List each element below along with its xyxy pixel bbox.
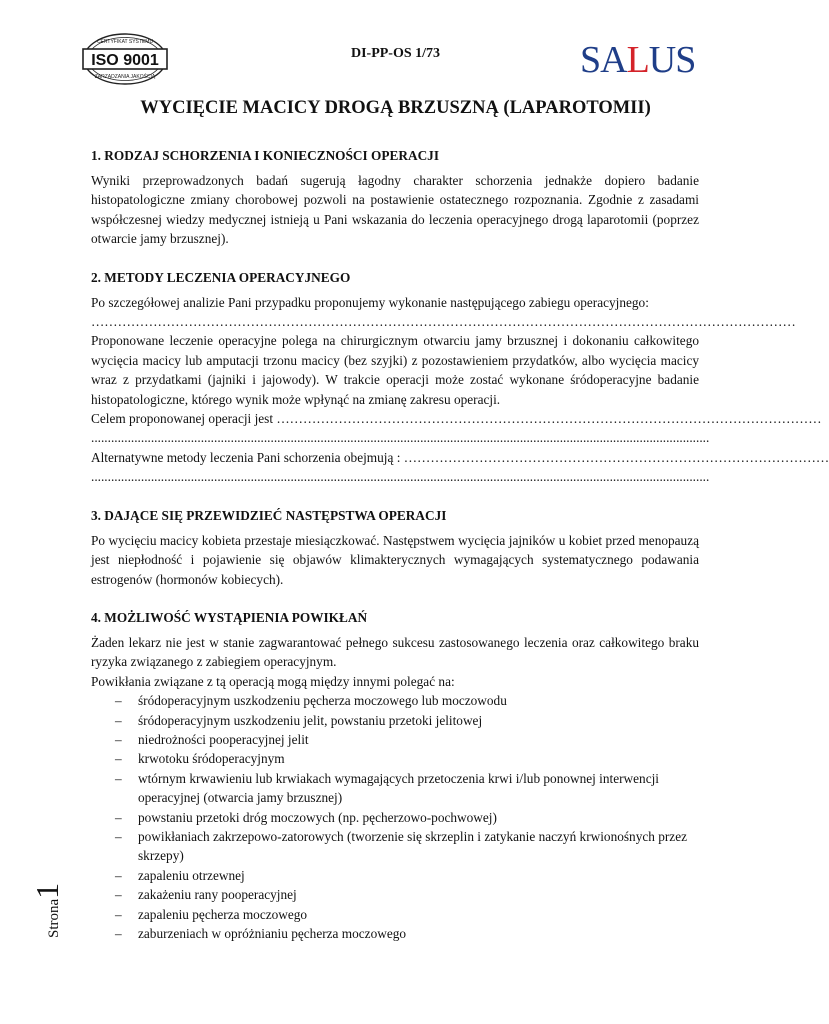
page-label-wrapper: [29, 883, 66, 938]
list-item: – zapaleniu pęcherza moczowego: [91, 905, 699, 924]
document-body: [91, 146, 829, 962]
section-2-intro: Po szczegółowej analizie Pani przypadku proponujemy wykonanie następującego zabiegu operacyjnego:: [91, 294, 649, 310]
section-1-text: Wyniki przeprowadzonych badań sugerują łagodny charakter schorzenia jednakże dopiero badanie histopatologiczne zmiany chorobowej pozwoli na postawienie ostatecznego rozpoznania. Zgodnie z zasadami współczesnej wiedzy medycznej istnieją u Pani wskazania do leczenia operacyjnego drogą laparotomii (poprzez otwarcie jamy brzusznej).: [91, 173, 699, 247]
goal-fill-line: Celem proponowanej operacji jest ……………………………………………………………………………………………………………: [91, 411, 822, 427]
list-item: – śródoperacyjnym uszkodzeniu pęcherza moczowego lub moczowodu: [91, 691, 699, 710]
alternatives-continuation-line: ..........................................................................................................................................................................................: [91, 469, 710, 485]
page-label-word: Strona: [46, 898, 62, 938]
section-4-text-1: Żaden lekarz nie jest w stanie zagwarantować pełnego sukcesu zastosowanego leczenia oraz całkowitego braku ryzyka związanego z zabiegiem operacyjnym.: [91, 634, 699, 670]
section-4-text-2: Powikłania związane z tą operacją mogą między innymi polegać na:: [91, 673, 455, 689]
salus-logo: [580, 38, 695, 82]
section-2-heading: 2. METODY LECZENIA OPERACYJNEGO: [91, 269, 351, 285]
alternatives-fill-line: Alternatywne metody leczenia Pani schorzenia obejmują : ……………………………………………………………………………………: [91, 449, 829, 465]
section-4-heading: 4. MOŻLIWOŚĆ WYSTĄPIENIA POWIKŁAŃ: [91, 609, 368, 625]
list-item: – wtórnym krwawieniu lub krwiakach wymagających przetoczenia krwi i/lub ponownej interwencji operacyjnej (otwarcia jamy brzusznej): [91, 769, 699, 808]
salus-logo-part1: SA: [580, 39, 627, 81]
section-1-heading: 1. RODZAJ SCHORZENIA I KONIECZNOŚCI OPERACJI: [91, 148, 439, 163]
list-item: – śródoperacyjnym uszkodzeniu jelit, powstaniu przetoki jelitowej: [91, 711, 699, 730]
document-title: WYCIĘCIE MACICY DROGĄ BRZUSZNĄ (LAPAROTOMII): [140, 98, 651, 118]
section-2-text: Proponowane leczenie operacyjne polega na chirurgicznym otwarciu jamy brzusznej i dokonaniu całkowitego wycięcia macicy lub amputacji trzonu macicy (bez szyjki) z pozostawieniem przydatków, albo wycięcia macicy wraz z przydatkami (jajniki i jajowody). W trakcie operacji może zostać wykonane śródoperacyjne badanie histopatologiczne, którego wynik może wpłynąć na zmianę zakresu operacji.: [91, 333, 699, 407]
complications-list: [91, 691, 699, 943]
section-1: [91, 146, 699, 249]
document-id: DI-PP-OS 1/73: [350, 46, 441, 61]
section-3-heading: 3. DAJĄCE SIĘ PRZEWIDZIEĆ NASTĘPSTWA OPERACJI: [91, 507, 447, 523]
list-item: – niedrożności pooperacyjnej jelit: [91, 730, 699, 749]
section-4: [91, 608, 699, 944]
section-3-text: Po wycięciu macicy kobieta przestaje miesiączkować. Następstwem wycięcia jajników u kobiet przed menopauzą jest niepłodność i pojawienie się objawów klimakterycznych wymagających systematycznego podawania estrogenów (hormonów kobiecych).: [91, 532, 699, 587]
list-item: – zapaleniu otrzewnej: [91, 866, 699, 885]
goal-continuation-line: ..........................................................................................................................................................................................: [91, 430, 710, 446]
page-number: 1: [29, 882, 65, 899]
iso-badge-bottom-text: ZARZĄDZANIA JAKOŚCIĄ: [94, 74, 156, 80]
page-number-label: [30, 878, 70, 938]
list-item: – zaburzeniach w opróżnianiu pęcherza moczowego: [91, 924, 699, 943]
salus-logo-part3: US: [648, 39, 696, 81]
salus-logo-part2: L: [626, 39, 649, 81]
list-item: – zakażeniu rany pooperacyjnej: [91, 885, 699, 904]
section-3: [91, 506, 699, 589]
iso-badge-main-text: ISO 9001: [91, 52, 159, 69]
section-2: [91, 268, 829, 487]
iso-badge-top-text: CERTYFIKAT SYSTEMU: [96, 39, 154, 45]
list-item: – powstaniu przetoki dróg moczowych (np. pęcherzowo-pochwowej): [91, 808, 699, 827]
list-item: – powikłaniach zakrzepowo-zatorowych (tworzenie się skrzeplin i zatykanie naczyń krwionośnych przez skrzepy): [91, 827, 699, 866]
procedure-fill-line: ……………………………………………………………………………………………………………………………………………: [91, 314, 796, 330]
list-item: – krwotoku śródoperacyjnym: [91, 749, 699, 768]
